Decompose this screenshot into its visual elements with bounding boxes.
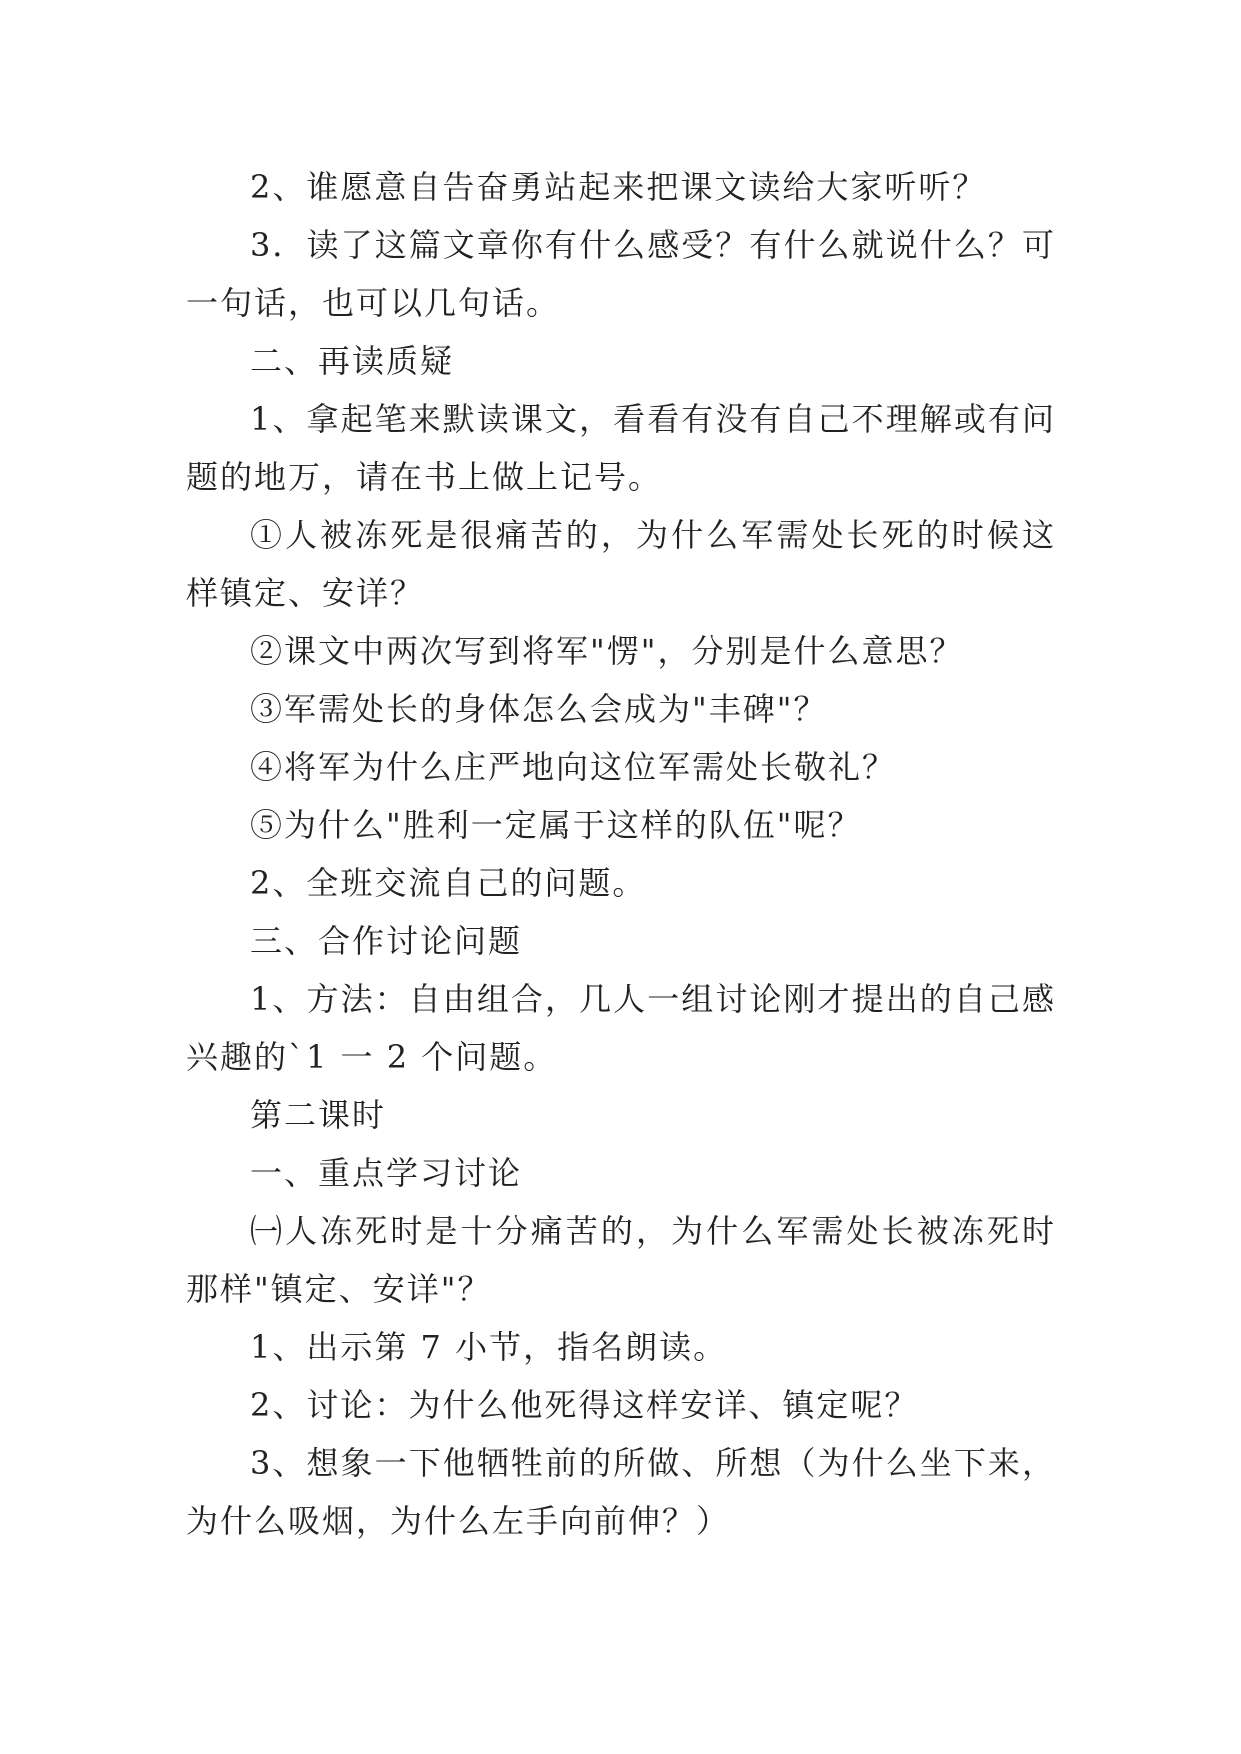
paragraph-9: 3、想象一下他牺牲前的所做、所想（为什么坐下来，为什么吸烟，为什么左手向前伸？）: [186, 1444, 1056, 1540]
section-heading-reread: 二、再读质疑: [250, 342, 455, 380]
question-2: ②课文中两次写到将军"愣"，分别是什么意思？: [250, 632, 964, 670]
question-4: ④将军为什么庄严地向这位军需处长敬礼？: [250, 748, 897, 786]
section-heading-focus: 一、重点学习讨论: [250, 1154, 523, 1192]
paragraph-1: 2、谁愿意自告奋勇站起来把课文读给大家听听？: [250, 168, 987, 206]
paragraph-8: 2、讨论：为什么他死得这样安详、镇定呢？: [250, 1386, 919, 1424]
lesson-heading-second: 第二课时: [250, 1096, 387, 1134]
document-body: [186, 158, 1056, 1550]
paragraph-6: ㈠人冻死时是十分痛苦的，为什么军需处长被冻死时那样"镇定、安详"？: [186, 1212, 1056, 1308]
paragraph-3: 1、拿起笔来默读课文，看看有没有自己不理解或有问题的地万，请在书上做上记号。: [186, 400, 1056, 496]
section-heading-discussion: 三、合作讨论问题: [250, 922, 523, 960]
paragraph-5: 1、方法：自由组合，几人一组讨论刚才提出的自己感兴趣的`1 一 2 个问题。: [186, 980, 1056, 1076]
question-5: ⑤为什么"胜利一定属于这样的队伍"呢？: [250, 806, 862, 844]
paragraph-7: 1、出示第 7 小节，指名朗读。: [250, 1328, 728, 1366]
question-3: ③军需处长的身体怎么会成为"丰碑"？: [250, 690, 828, 728]
question-1: ①人被冻死是很痛苦的，为什么军需处长死的时候这样镇定、安详？: [186, 516, 1056, 612]
paragraph-2: 3．读了这篇文章你有什么感受？有什么就说什么？可一句话，也可以几句话。: [186, 226, 1056, 322]
paragraph-4: 2、全班交流自己的问题。: [250, 864, 647, 902]
